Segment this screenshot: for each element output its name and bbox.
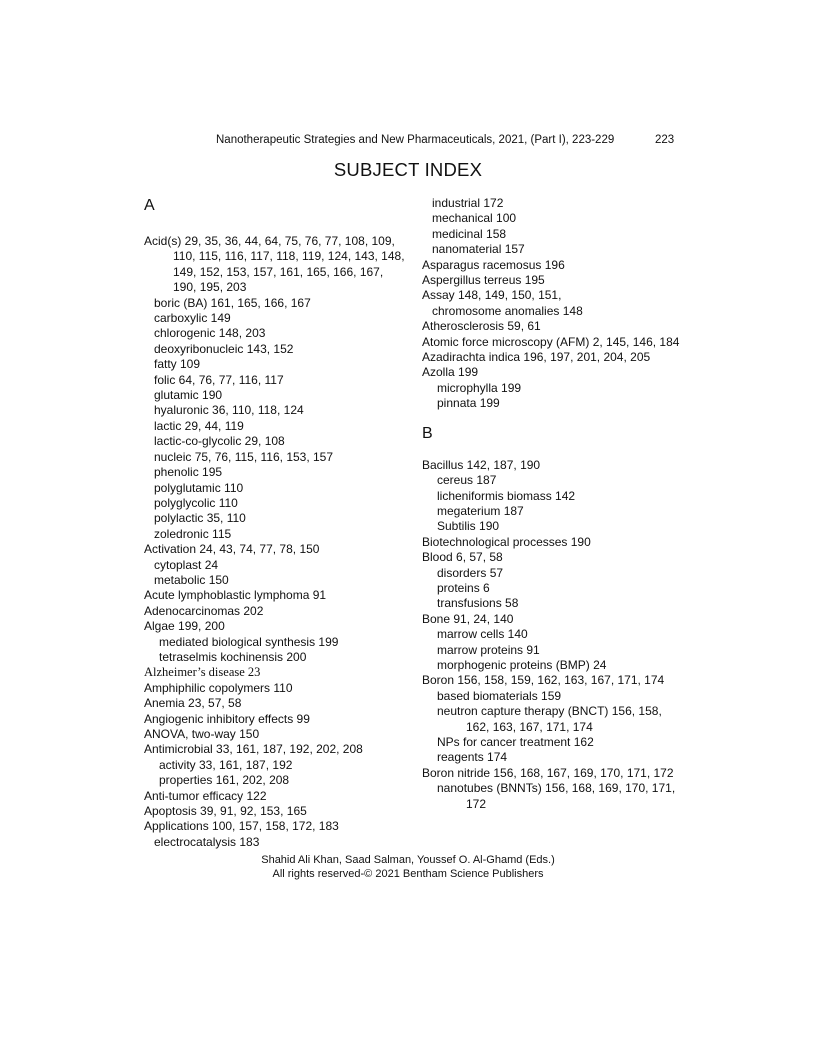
- index-entry: Apoptosis 39, 91, 92, 153, 165: [144, 804, 307, 819]
- page-footer: [0, 853, 816, 881]
- index-subentry: NPs for cancer treatment 162: [437, 735, 594, 749]
- index-entry: Atomic force microscopy (AFM) 2, 145, 146, 184: [422, 334, 680, 349]
- editors-line: Shahid Ali Khan, Saad Salman, Youssef O. Al-Ghamd (Eds.): [261, 854, 555, 866]
- index-subentry: proteins 6: [437, 580, 490, 595]
- index-entry: Acute lymphoblastic lymphoma 91: [144, 588, 327, 603]
- index-entry: Applications 100, 157, 158, 172, 183: [144, 819, 339, 834]
- index-entry: Asparagus racemosus 196: [422, 257, 565, 272]
- index-subentry: polyglutamic 110: [154, 480, 244, 495]
- index-entry: Atherosclerosis 59, 61: [422, 319, 541, 334]
- index-subentry: phenolic 195: [154, 465, 223, 480]
- section-letter-b: B: [422, 424, 433, 442]
- index-subentry: marrow proteins 91: [437, 642, 540, 657]
- index-subentry: mechanical 100: [432, 211, 517, 226]
- index-subentry: marrow cells 140: [437, 627, 528, 642]
- index-subentry: carboxylic 149: [154, 311, 231, 326]
- index-entry: Azolla 199: [422, 365, 479, 380]
- index-column-right: [422, 196, 684, 812]
- index-entry: Boron 156, 158, 159, 162, 163, 167, 171, 174: [422, 673, 665, 688]
- index-subentry: disorders 57: [437, 565, 504, 580]
- index-subentry: polyglycolic 110: [154, 495, 238, 510]
- running-header: [0, 132, 816, 148]
- index-subentry: tetraselmis kochinensis 200: [159, 649, 307, 664]
- index-subentry: licheniformis biomass 142: [437, 488, 576, 503]
- index-entries-a: [144, 234, 406, 850]
- index-subentry: cytoplast 24: [154, 557, 219, 572]
- index-entry: Bone 91, 24, 140: [422, 611, 514, 626]
- index-entry: Biotechnological processes 190: [422, 534, 591, 549]
- index-subentry: electrocatalysis 183: [154, 834, 260, 849]
- index-subentry: megaterium 187: [437, 503, 524, 518]
- index-entry: Alzheimer’s disease 23: [144, 665, 261, 680]
- index-subentry: neutron capture therapy (BNCT) 156, 158, 162, 163, 167, 171, 174: [437, 704, 662, 734]
- index-subentry: metabolic 150: [154, 572, 229, 587]
- index-subentry: nanotubes (BNNTs) 156, 168, 169, 170, 171, 172: [437, 781, 676, 811]
- index-subentry: chromosome anomalies 148: [432, 303, 583, 318]
- index-entry: Blood 6, 57, 58: [422, 550, 503, 565]
- index-subentry: nucleic 75, 76, 115, 116, 153, 157: [154, 449, 334, 464]
- index-entry: Acid(s) 29, 35, 36, 44, 64, 75, 76, 77, 108, 109, 110, 115, 116, 117, 118, 119, 124, 143, 148, 149, 152, 153, 157, 161, 165, 166, 167, 190, 195, 203: [144, 234, 405, 295]
- page-number: 223: [655, 134, 675, 146]
- index-entry: Bacillus 142, 187, 190: [422, 457, 541, 472]
- index-subentry: polylactic 35, 110: [154, 511, 246, 526]
- index-subentry: deoxyribonucleic 143, 152: [154, 341, 294, 356]
- index-subentry: zoledronic 115: [154, 526, 232, 541]
- index-subentry: based biomaterials 159: [437, 688, 562, 703]
- index-entry: ANOVA, two-way 150: [144, 727, 260, 741]
- index-entry: Activation 24, 43, 74, 77, 78, 150: [144, 542, 320, 557]
- index-subentry: nanomaterial 157: [432, 242, 525, 257]
- index-subentry: activity 33, 161, 187, 192: [159, 757, 293, 772]
- index-entry: Assay 148, 149, 150, 151,: [422, 288, 562, 303]
- index-entry: Azadirachta indica 196, 197, 201, 204, 205: [422, 350, 651, 365]
- copyright-line: All rights reserved-© 2021 Bentham Science Publishers: [272, 868, 544, 880]
- index-subentry: cereus 187: [437, 473, 497, 488]
- index-subentry: lactic 29, 44, 119: [154, 418, 244, 433]
- index-entry: Anti-tumor efficacy 122: [144, 788, 267, 803]
- index-subentry: chlorogenic 148, 203: [154, 326, 266, 341]
- index-entry: Anemia 23, 57, 58: [144, 696, 242, 711]
- index-entry: Amphiphilic copolymers 110: [144, 680, 293, 695]
- index-column-left: [144, 196, 406, 850]
- index-subentry: morphogenic proteins (BMP) 24: [437, 657, 607, 672]
- index-subentry: properties 161, 202, 208: [159, 773, 290, 788]
- index-subentry: pinnata 199: [437, 396, 500, 411]
- index-entry: Adenocarcinomas 202: [144, 603, 264, 618]
- section-letter-a: A: [144, 197, 155, 214]
- index-entry: Angiogenic inhibitory effects 99: [144, 711, 310, 726]
- index-subentry: boric (BA) 161, 165, 166, 167: [154, 295, 311, 310]
- journal-citation: Nanotherapeutic Strategies and New Pharmaceuticals, 2021, (Part I), 223-229: [216, 134, 615, 146]
- index-entry: Algae 199, 200: [144, 619, 225, 634]
- index-subentry: mediated biological synthesis 199: [159, 634, 339, 649]
- index-subentry: hyaluronic 36, 110, 118, 124: [154, 403, 304, 418]
- index-subentry: lactic-co-glycolic 29, 108: [154, 434, 285, 449]
- page-title: SUBJECT INDEX: [333, 159, 483, 180]
- index-subentry: reagents 174: [437, 750, 508, 765]
- index-subentry: microphylla 199: [437, 380, 522, 395]
- index-subentry: fatty 109: [154, 357, 201, 372]
- index-entry: Boron nitride 156, 168, 167, 169, 170, 171, 172: [422, 765, 674, 780]
- index-subentry: medicinal 158: [432, 226, 507, 241]
- index-subentry: Subtilis 190: [437, 519, 500, 534]
- index-subentry: transfusions 58: [437, 596, 519, 611]
- index-subentry: glutamic 190: [154, 388, 223, 403]
- index-entry: Antimicrobial 33, 161, 187, 192, 202, 208: [144, 742, 363, 757]
- index-entries-a-continued: [422, 196, 684, 412]
- index-subentry: folic 64, 76, 77, 116, 117: [154, 372, 284, 387]
- index-subentry: industrial 172: [432, 196, 504, 210]
- index-entry: Aspergillus terreus 195: [422, 273, 545, 288]
- index-entries-b: [422, 458, 684, 812]
